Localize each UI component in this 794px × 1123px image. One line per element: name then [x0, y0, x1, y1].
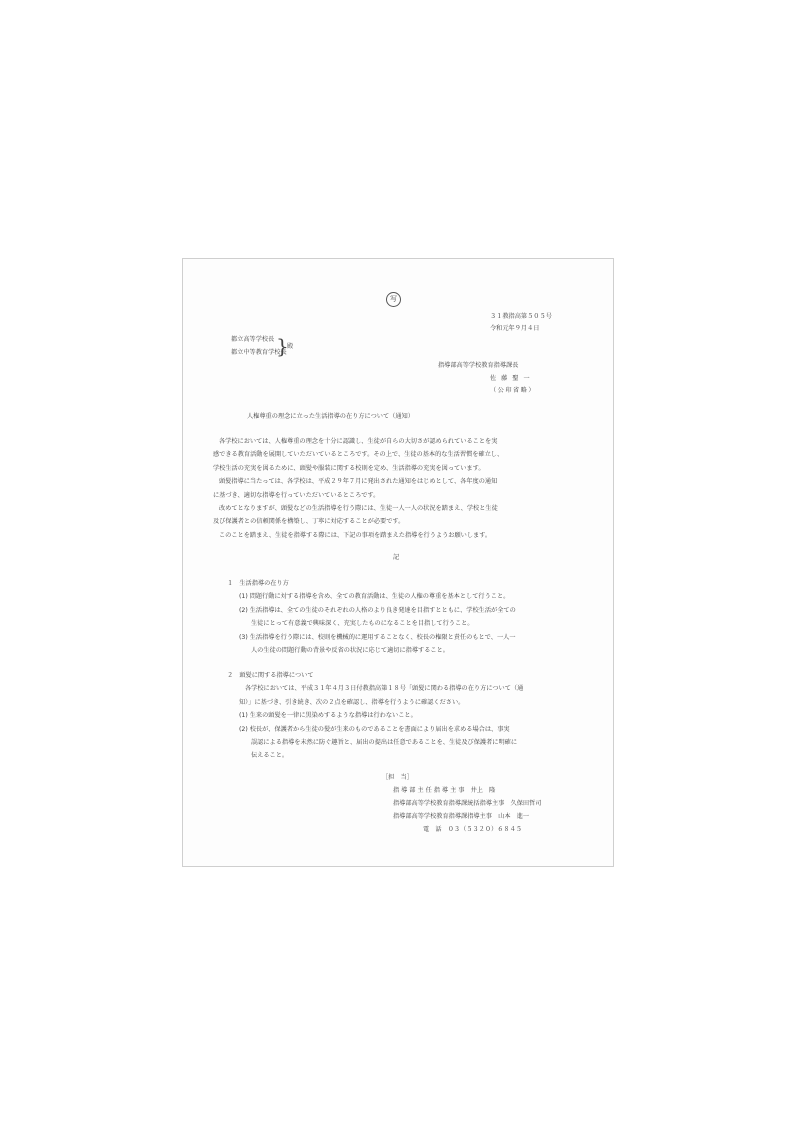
document-date: 令和元年９月４日: [490, 325, 540, 332]
list-item: (3) 生活指導を行う際には、校則を機械的に運用することなく、校長の権限と責任のもとで、一人一: [239, 633, 516, 641]
list-item-continued: 誤認による指導を未然に防ぐ趣旨と、届出の提出は任意であることを、生徒及び保護者に明確に: [251, 739, 518, 747]
contact-line: 指 導 部 主 任 指 導 主 事 井上 隆: [393, 787, 496, 794]
list-item: (1) 生来の頭髪を一律に黒染めするような指導は行わないこと。: [239, 712, 417, 720]
document-title: 人権尊重の理念に立った生活指導の在り方について（通知）: [247, 413, 414, 420]
body-line: 各学校においては、人権尊重の理念を十分に認識し、生徒が自らの大切さが認められていることを実: [219, 438, 498, 445]
list-item-continued: 伝えること。: [251, 752, 289, 760]
body-line: 改めてとなりますが、頭髪などの生活指導を行う際には、生徒一人一人の状況を踏まえ、学校と生徒: [219, 505, 498, 513]
body-text: [213, 435, 583, 542]
document-number: ３１教指高第５０５号: [490, 313, 552, 320]
section-1: [227, 577, 587, 657]
body-line: 頭髪指導に当たっては、各学校は、平成２９年７月に発出された通知をはじめとして、各年度の通知: [219, 478, 498, 486]
sender-name: 佐 藤 聖 一: [490, 375, 532, 382]
section-heading: ２ 頭髪に関する指導について: [227, 672, 314, 679]
list-item: (1) 問題行動に対する指導を含め、全ての教育活動は、生徒の人権の尊重を基本として行うこと。: [239, 593, 510, 601]
contact-label: ［担 当］: [382, 774, 413, 781]
contact-line: 指導部高等学校教育指導課統括指導主事 久保田哲司: [393, 800, 542, 807]
contact-line: 指導部高等学校教育指導課指導主事 山本 進一: [393, 813, 530, 820]
sender-title: 指導部高等学校教育指導課長: [438, 362, 519, 369]
contact-phone: 電 話 ０３（５３２０）６８４５: [423, 826, 522, 833]
body-line: このことを踏まえ、生徒を指導する際には、下記の事項を踏まえた指導を行うようお願いします。: [219, 531, 492, 539]
copy-seal-icon: 写: [386, 292, 401, 307]
section-2: [227, 669, 587, 763]
seal-omitted-note: （公印省略）: [490, 387, 537, 394]
recipient-honorific: 殿: [287, 343, 294, 350]
section-line: 各学校においては、平成３１年４月３日付教指高第１８号「頭髪に関わる指導の在り方について（通: [245, 685, 524, 693]
recipient-1: 都立高等学校長: [231, 336, 275, 343]
list-item-continued: 生徒にとって有意義で興味深く、充実したものになることを目指して行うこと。: [251, 620, 474, 628]
body-line: に基づき、適切な指導を行っていただいているところです。: [213, 491, 380, 499]
document-page: [182, 258, 614, 867]
body-line: 感できる教育活動を展開していただいているところです。その上で、生徒の基本的な生活習慣を確立し、: [213, 451, 504, 459]
list-item: (2) 生活指導は、全ての生徒のそれぞれの人格のより良き発達を目指すとともに、学校生活が全ての: [239, 606, 516, 614]
section-heading: １ 生活指導の在り方: [227, 580, 289, 587]
list-item: (2) 校長が、保護者から生徒の髪が生来のものであることを書面により届出を求める場合は、事実: [239, 725, 510, 733]
body-line: 及び保護者との信頼関係を構築し、丁寧に対応することが必要です。: [213, 518, 405, 526]
ki-heading: 記: [393, 554, 400, 561]
recipient-2: 都立中等教育学校長: [231, 349, 287, 356]
recipient-brace: }: [276, 334, 289, 358]
list-item-continued: 人の生徒の問題行動の背景や反省の状況に応じて適切に指導すること。: [251, 647, 449, 655]
body-line: 学校生活の充実を図るために、頭髪や服装に関する校則を定め、生活指導の充実を図っています。: [213, 464, 485, 472]
section-line: 知）」に基づき、引き続き、次の２点を確認し、指導を行うように確認ください。: [239, 698, 465, 706]
